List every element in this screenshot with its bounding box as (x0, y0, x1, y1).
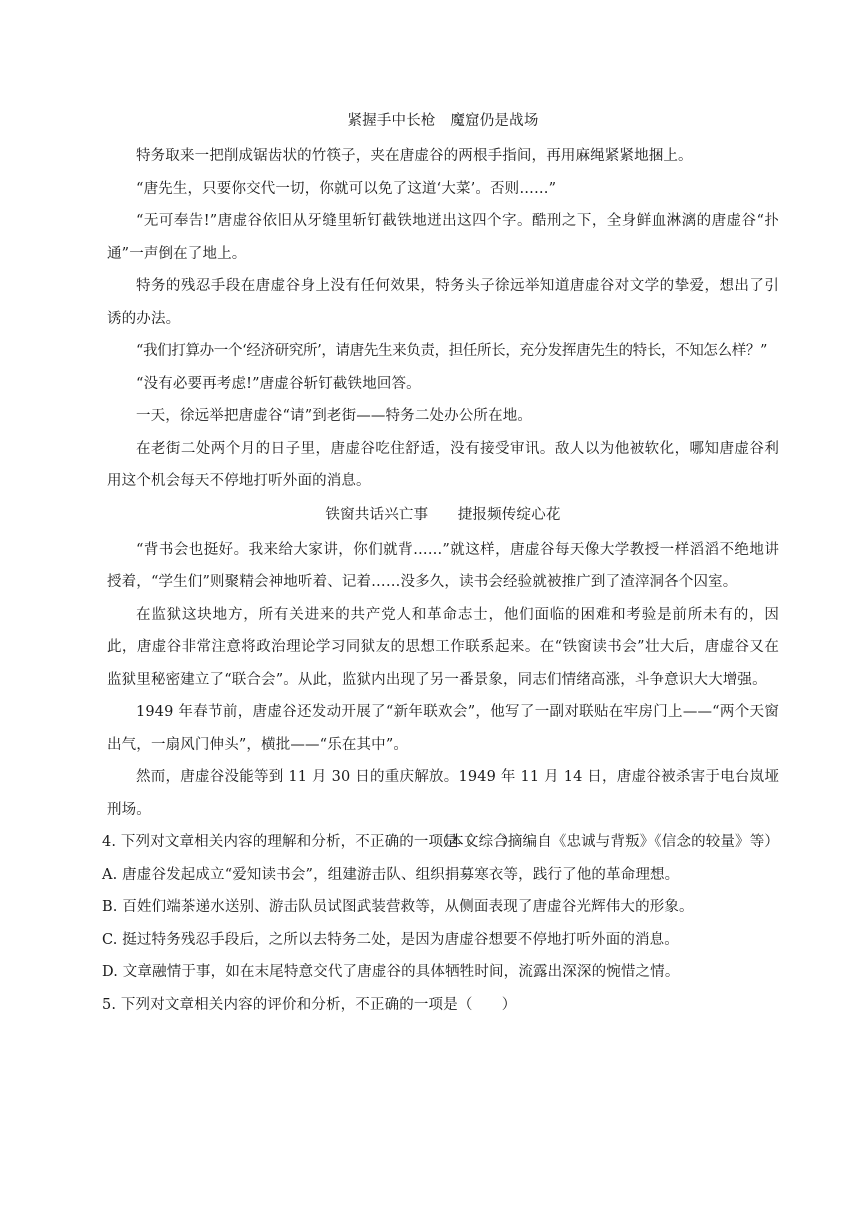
paragraph: “唐先生，只要你交代一切，你就可以免了这道‘大菜’。否则……” (136, 180, 557, 197)
paragraph: “无可奉告!”唐虚谷依旧从牙缝里斩钉截铁地迸出这四个字。酷刑之下，全身鲜血淋漓的唐虚谷“扑通”一声倒在了地上。 (107, 213, 779, 262)
question-4-stem: 4. 下列对文章相关内容的理解和分析，不正确的一项是（ ） (102, 834, 517, 850)
paragraph: 在监狱这块地方，所有关进来的共产党人和革命志士，他们面临的困难和考验是前所未有的，因此，唐虚谷非常注意将政治理论学习同狱友的思想工作联系起来。在“铁窗读书会”壮大后，唐虚谷又在监狱里秘密建立了“联合会”。从此，监狱内出现了另一番景象，同志们情绪高涨，斗争意识大大增强。 (107, 606, 779, 688)
paragraph: “我们打算办一个‘经济研究所’，请唐先生来负责，担任所长，充分发挥唐先生的特长，不知怎么样？” (136, 343, 768, 359)
paragraph: 一天，徐远举把唐虚谷“请”到老街——特务二处办公所在地。 (136, 408, 533, 424)
paragraph: 特务的残忍手段在唐虚谷身上没有任何效果，特务头子徐远举知道唐虚谷对文学的挚爱，想出了引诱的办法。 (107, 278, 779, 327)
question-5-stem: 5. 下列对文章相关内容的评价和分析，不正确的一项是（ ） (102, 996, 517, 1013)
article-body (107, 108, 779, 859)
paragraph: “背书会也挺好。我来给大家讲，你们就背……”就这样，唐虚谷每天像大学教授一样滔滔不绝地讲授着，“学生们”则聚精会神地听着、记着……没多久，读书会经验就被推广到了渣滓洞各个囚室。 (107, 541, 779, 590)
paragraph: 特务取来一把削成锯齿状的竹筷子，夹在唐虚谷的两根手指间，再用麻绳紧紧地捆上。 (136, 148, 693, 164)
question-4-option-c: C. 挺过特务残忍手段后，之所以去特务二处，是因为唐虚谷想要不停地打听外面的消息。 (102, 931, 679, 948)
paragraph: “没有必要再考虑!”唐虚谷斩钉截铁地回答。 (136, 375, 421, 392)
source-citation: （本文综合摘编自《忠诚与背叛》《信念的较量》等） (434, 834, 779, 850)
question-4-option-a: A. 唐虚谷发起成立“爱知读书会”，组建游击队、组织捐募寒衣等，践行了他的革命理想。 (102, 866, 680, 883)
question-block (102, 826, 792, 1021)
section-heading-2: 铁窗共话兴亡事 捷报频传绽心花 (325, 506, 561, 523)
paragraph: 1949 年春节前，唐虚谷还发动开展了“新年联欢会”，他写了一副对联贴在牢房门上——“两个天窗出气，一扇风门伸头”，横批——“乐在其中”。 (107, 704, 779, 753)
question-4-option-b: B. 百姓们端茶递水送别、游击队员试图武装营救等，从侧面表现了唐虚谷光辉伟大的形象。 (102, 899, 694, 915)
paragraph: 然而，唐虚谷没能等到 11 月 30 日的重庆解放。1949 年 11 月 14 日，唐虚谷被杀害于电台岚垭刑场。 (107, 769, 779, 818)
section-heading-1: 紧握手中长枪 魔窟仍是战场 (347, 113, 539, 129)
paragraph: 在老街二处两个月的日子里，唐虚谷吃住舒适，没有接受审讯。敌人以为他被软化，哪知唐虚谷利用这个机会每天不停地打听外面的消息。 (107, 440, 779, 489)
question-4-option-d: D. 文章融情于事，如在末尾特意交代了唐虚谷的具体牺牲时间，流露出深深的惋惜之情。 (102, 964, 680, 980)
